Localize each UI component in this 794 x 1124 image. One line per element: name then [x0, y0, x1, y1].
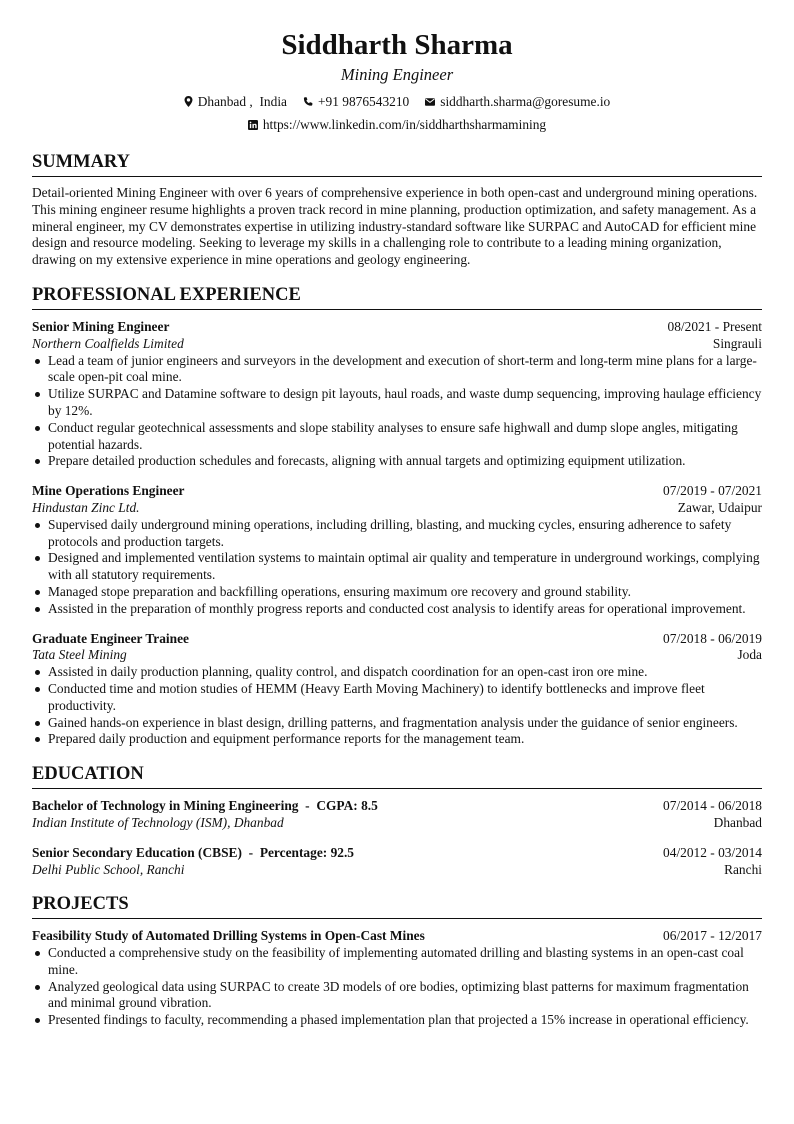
job-dates: 08/2021 - Present	[667, 318, 762, 334]
summary-text: Detail-oriented Mining Engineer with over 6 years of comprehensive experience in both open-cast and underground mining operations. This mining engineer resume highlights a proven track record in mine planning, production optimization, and safety management. As a mineral engineer, my CV demonstrates expertise in utilizing industry-standard software like SURPAC and AutoCAD for efficient mine design and resource modeling. Seeking to leverage my skills in a challenging role to contribute to a leading mining organization, drawing on my extensive experience in mine operations and geology engineering.	[32, 185, 758, 268]
bullet-item: Managed stope preparation and backfilling operations, ensuring maximum ore recovery and ground stability.	[32, 584, 762, 601]
candidate-name: Siddharth Sharma	[281, 29, 513, 61]
candidate-title: Mining Engineer	[340, 65, 454, 84]
bullet-item: Assisted in daily production planning, quality control, and dispatch coordination for an open-cast iron ore mine.	[32, 664, 762, 681]
bullet-item: Assisted in the preparation of monthly progress reports and conducted cost analysis to identify areas for operational improvement.	[32, 601, 762, 618]
resume-header	[32, 28, 762, 134]
bullet-item: Lead a team of junior engineers and surveyors in the development and execution of short-term and long-term mine plans for a large-scale open-pit coal mine.	[32, 353, 762, 387]
bullet-item: Gained hands-on experience in blast design, drilling patterns, and fragmentation analysis under the guidance of senior engineers.	[32, 715, 762, 732]
location-text: Dhanbad , India	[197, 93, 287, 109]
education-score: Percentage: 92.5	[259, 844, 355, 860]
phone-icon	[303, 97, 313, 107]
education-degree-line: Bachelor of Technology in Mining Engineering - CGPA: 8.5	[32, 798, 378, 814]
job-bullets	[32, 353, 762, 471]
job-role: Mine Operations Engineer	[32, 483, 185, 499]
education-location: Ranchi	[724, 861, 762, 877]
job-company: Hindustan Zinc Ltd.	[32, 499, 140, 515]
education-school: Delhi Public School, Ranchi	[32, 861, 185, 877]
project-bullets	[32, 945, 762, 1029]
project-name: Feasibility Study of Automated Drilling Systems in Open-Cast Mines	[32, 928, 425, 944]
email-link[interactable]: siddharth.sharma@goresume.io	[440, 93, 611, 109]
contact-phone	[303, 94, 409, 111]
education-heading: EDUCATION	[32, 763, 762, 789]
contact-email[interactable]	[425, 94, 610, 111]
education-entry	[32, 798, 762, 832]
bullet-item: Utilize SURPAC and Datamine software to design pit layouts, haul roads, and waste dump sequencing, improving haulage efficiency by 12%.	[32, 386, 762, 420]
contact-linkedin[interactable]	[248, 117, 546, 134]
bullet-item: Analyzed geological data using SURPAC to create 3D models of ore bodies, optimizing blast patterns for maximum fragmentation and minimal ground vibration.	[32, 979, 762, 1013]
job-company: Tata Steel Mining	[32, 647, 127, 663]
education-degree: Senior Secondary Education (CBSE)	[32, 844, 242, 860]
projects-section	[32, 893, 762, 1029]
education-school: Indian Institute of Technology (ISM), Dhanbad	[32, 814, 284, 830]
summary-heading: SUMMARY	[32, 151, 762, 177]
bullet-item: Conducted time and motion studies of HEMM (Heavy Earth Moving Machinery) to identify bottlenecks and improve fleet productivity.	[32, 681, 762, 715]
education-score: CGPA: 8.5	[316, 798, 378, 814]
job-dates: 07/2019 - 07/2021	[663, 483, 762, 499]
project-entry	[32, 928, 762, 1029]
bullet-item: Conducted a comprehensive study on the feasibility of implementing automated drilling and blasting systems in an open-cast coal mine.	[32, 945, 762, 979]
education-dates: 07/2014 - 06/2018	[663, 798, 762, 814]
projects-heading: PROJECTS	[32, 893, 762, 919]
job-company: Northern Coalfields Limited	[32, 335, 184, 351]
envelope-icon	[425, 98, 435, 106]
bullet-item: Prepared daily production and equipment performance reports for the management team.	[32, 731, 762, 748]
phone-text: +91 9876543210	[317, 93, 410, 109]
map-pin-icon	[184, 96, 193, 107]
contact-row-linkedin	[32, 116, 762, 134]
job-entry	[32, 631, 762, 749]
linkedin-link[interactable]: https://www.linkedin.com/in/siddharthsharmamining	[262, 116, 547, 132]
job-location: Zawar, Udaipur	[677, 499, 762, 515]
job-role: Senior Mining Engineer	[32, 318, 170, 334]
education-degree-line: Senior Secondary Education (CBSE) - Percentage: 92.5	[32, 844, 355, 860]
job-entry	[32, 319, 762, 470]
bullet-item: Prepare detailed production schedules and forecasts, aligning with annual targets and optimizing equipment utilization.	[32, 453, 762, 470]
bullet-item: Supervised daily underground mining operations, including drilling, blasting, and mucking cycles, ensuring adherence to safety protocols and production targets.	[32, 517, 762, 551]
job-dates: 07/2018 - 06/2019	[663, 630, 762, 646]
bullet-item: Presented findings to faculty, recommending a phased implementation plan that projected a 15% increase in operational efficiency.	[32, 1012, 762, 1029]
experience-heading: PROFESSIONAL EXPERIENCE	[32, 284, 762, 310]
job-bullets	[32, 664, 762, 748]
bullet-item: Conduct regular geotechnical assessments and slope stability analyses to ensure safe highwall and dump slope angles, mitigating potential hazards.	[32, 420, 762, 454]
summary-section	[32, 151, 762, 269]
job-location: Joda	[737, 647, 762, 663]
experience-section	[32, 284, 762, 748]
education-dates: 04/2012 - 03/2014	[663, 844, 762, 860]
bullet-item: Designed and implemented ventilation systems to maintain optimal air quality and temperature in underground workings, complying with all statutory requirements.	[32, 550, 762, 584]
education-section	[32, 763, 762, 878]
education-degree: Bachelor of Technology in Mining Engineering	[32, 798, 299, 814]
job-entry	[32, 483, 762, 617]
contact-location	[184, 94, 287, 111]
education-entry	[32, 845, 762, 879]
job-location: Singrauli	[712, 335, 762, 351]
job-bullets	[32, 517, 762, 618]
project-dates: 06/2017 - 12/2017	[663, 928, 762, 944]
linkedin-icon	[248, 120, 258, 130]
contact-row	[32, 93, 762, 111]
education-location: Dhanbad	[713, 814, 762, 830]
job-role: Graduate Engineer Trainee	[32, 630, 189, 646]
